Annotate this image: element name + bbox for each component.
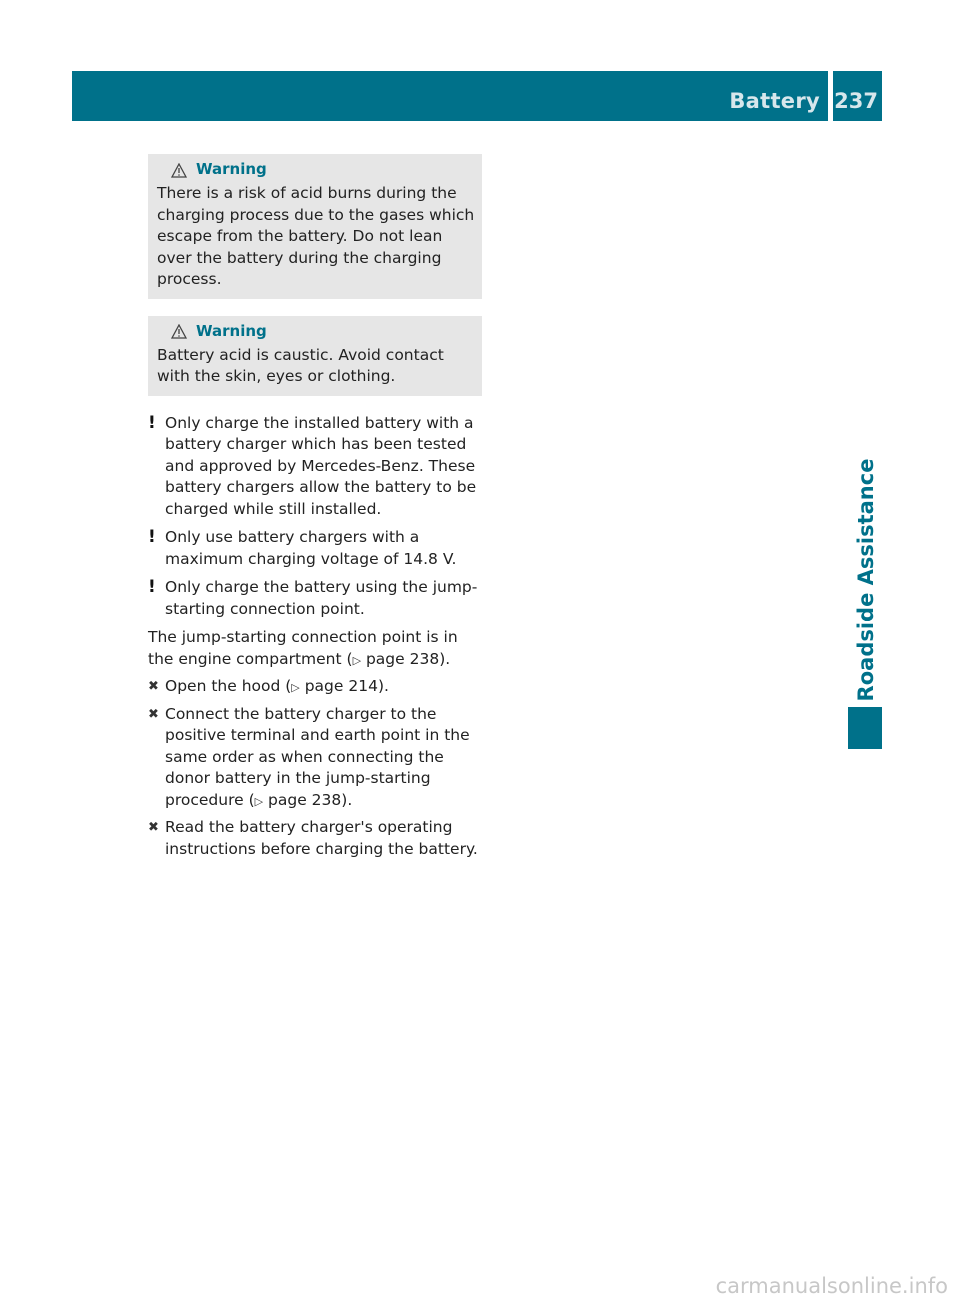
warning-text: Battery acid is caustic. Avoid contact with the skin, eyes or clothing.: [157, 345, 444, 385]
warning-text: There is a risk of acid burns during the charging process due to the gases which escape from the battery. Do not lean over the battery during the charging process.: [157, 184, 475, 288]
page-reference-triangle-icon: ▷: [254, 794, 264, 808]
warning-triangle-icon: [171, 163, 187, 178]
page-reference-triangle-icon: ▷: [291, 681, 300, 694]
page-reference-link[interactable]: page 238: [365, 649, 440, 668]
warning-triangle-icon: [171, 324, 187, 339]
header-divider: [828, 71, 833, 121]
page-reference-triangle-icon: ▷: [352, 653, 362, 667]
note-item: [148, 413, 482, 521]
warning-box: [148, 154, 482, 299]
info-paragraph: The jump-starting connection point is in the engine compartment (▷ page 238).: [148, 628, 458, 668]
note-text: Only use battery chargers with a maximum charging voltage of 14.8 V.: [165, 528, 457, 568]
chapter-tab-marker: [848, 707, 882, 749]
page-header: [72, 71, 882, 121]
warning-heading-text: Warning: [196, 160, 267, 179]
step-item: ✖ Connect the battery charger to the positive terminal and earth point in the same order as when connecting the donor battery in the jump-starting procedure (▷ page 238).: [148, 704, 470, 809]
step-arrow-icon: ✖: [148, 820, 159, 835]
page-content: [148, 154, 482, 865]
warning-heading: [157, 159, 476, 181]
note-item: [148, 577, 482, 620]
exclamation-icon: !: [148, 527, 156, 547]
exclamation-icon: !: [148, 412, 156, 433]
warning-box: [148, 316, 482, 396]
note-text: Only charge the installed battery with a battery charger which has been tested and approved by Mercedes-Benz. These battery chargers allow the battery to be charged while still installed.: [165, 413, 477, 518]
section-title: Battery: [729, 89, 820, 113]
chapter-tab-label: Roadside Assistance: [854, 458, 878, 702]
page-reference-link[interactable]: page 214: [304, 677, 378, 695]
step-arrow-icon: ✖: [148, 706, 159, 722]
page-reference-link[interactable]: page 238: [268, 790, 342, 809]
page-number: 237: [834, 89, 878, 113]
note-item: [148, 527, 482, 570]
step-item: ✖ Read the battery charger's operating instructions before charging the battery.: [148, 818, 478, 858]
step-arrow-icon: ✖: [148, 679, 159, 694]
step-item: ✖ Open the hood (▷ page 214).: [148, 676, 482, 699]
exclamation-icon: !: [148, 577, 156, 597]
watermark: carmanualsonline.info: [715, 1274, 948, 1298]
warning-heading-text: Warning: [196, 321, 267, 340]
note-text: Only charge the battery using the jump-starting connection point.: [165, 578, 478, 618]
warning-heading: [157, 321, 476, 343]
